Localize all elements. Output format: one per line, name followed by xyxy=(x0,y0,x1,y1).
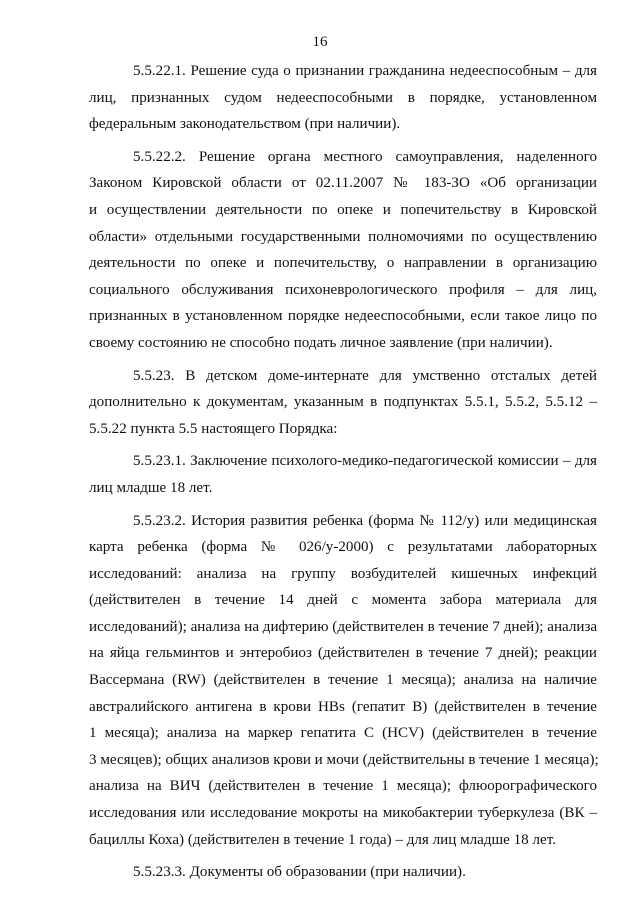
text-line: исследования или исследование мокроты на микобактерии туберкулеза (ВК – xyxy=(89,805,597,822)
text-line: 5.5.23. В детском доме-интернате для умственно отсталых детей xyxy=(133,367,597,384)
text-line: своему состоянию не способно подать личное заявление (при наличии). xyxy=(89,334,553,351)
text-line: лиц, признанных судом недееспособными в порядке, установленном xyxy=(89,89,597,106)
text-line: 5.5.22.1. Решение суда о признании гражданина недееспособным – для xyxy=(133,63,597,79)
text-line: исследований); анализа на дифтерию (действителен в течение 7 дней); анализа xyxy=(89,618,598,635)
text-line: Вассермана (RW) (действителен в течение 1 месяца); анализа на наличие xyxy=(89,672,597,689)
text-line: карта ребенка (форма № 026/у-2000) с результатами лабораторных xyxy=(89,539,597,556)
text-line: 5.5.23.2. История развития ребенка (форма № 112/у) или медицинская xyxy=(133,512,597,529)
document-body xyxy=(89,58,597,886)
text-line: австралийского антигена в крови HBs (гепатит B) (действителен в течение xyxy=(89,698,597,715)
text-line: на яйца гельминтов и энтеробиоз (действителен в течение 7 дней); реакции xyxy=(89,645,597,662)
text-line: социального обслуживания психоневрологического профиля – для лиц, xyxy=(89,281,597,298)
text-line: и осуществлении деятельности по опеке и попечительству в Кировской xyxy=(89,201,597,218)
text-line: бациллы Коха) (действителен в течение 1 года) – для лиц младше 18 лет. xyxy=(89,831,556,848)
paragraph-p-5-5-22-2 xyxy=(89,144,597,357)
text-line: области» отдельными государственными полномочиями по осуществлению xyxy=(89,228,597,245)
text-line: 5.5.23.3. Документы об образовании (при наличии). xyxy=(133,864,466,881)
text-line: лиц младше 18 лет. xyxy=(89,479,213,496)
text-line: федеральным законодательством (при наличии). xyxy=(89,116,401,133)
text-line: дополнительно к документам, указанным в подпунктах 5.5.1, 5.5.2, 5.5.12 – xyxy=(89,394,597,411)
text-line: Законом Кировской области от 02.11.2007 № 183-ЗО «Об организации xyxy=(89,175,597,192)
text-line: 5.5.23.1. Заключение психолого-медико-педагогической комиссии – для xyxy=(133,453,597,470)
text-line: 1 месяца); анализа на маркер гепатита C (HCV) (действителен в течение xyxy=(89,725,597,742)
text-line: 5.5.22 пункта 5.5 настоящего Порядка: xyxy=(89,420,338,437)
paragraph-p-5-5-23-2 xyxy=(89,508,597,854)
text-line: деятельности по опеке и попечительству, о направлении в организацию xyxy=(89,255,597,272)
text-line: исследований: анализа на группу возбудителей кишечных инфекций xyxy=(89,565,597,582)
text-line: 5.5.22.2. Решение органа местного самоуправления, наделенного xyxy=(133,148,597,165)
paragraph-p-5-5-23-3 xyxy=(89,859,597,886)
text-line: признанных в установленном порядке недееспособными, если такое лицо по xyxy=(89,308,597,325)
text-line: анализа на ВИЧ (действителен в течение 1 месяца); флюорографического xyxy=(89,778,597,795)
text-line: (действителен в течение 14 дней с момента забора материала для xyxy=(89,592,597,609)
paragraph-p-5-5-22-1 xyxy=(89,58,597,138)
paragraph-p-5-5-23-1 xyxy=(89,448,597,501)
paragraph-p-5-5-23 xyxy=(89,363,597,443)
text-line: 3 месяцев); общих анализов крови и мочи (действительны в течение 1 месяца); xyxy=(89,751,599,768)
page-number: 16 xyxy=(312,34,328,50)
